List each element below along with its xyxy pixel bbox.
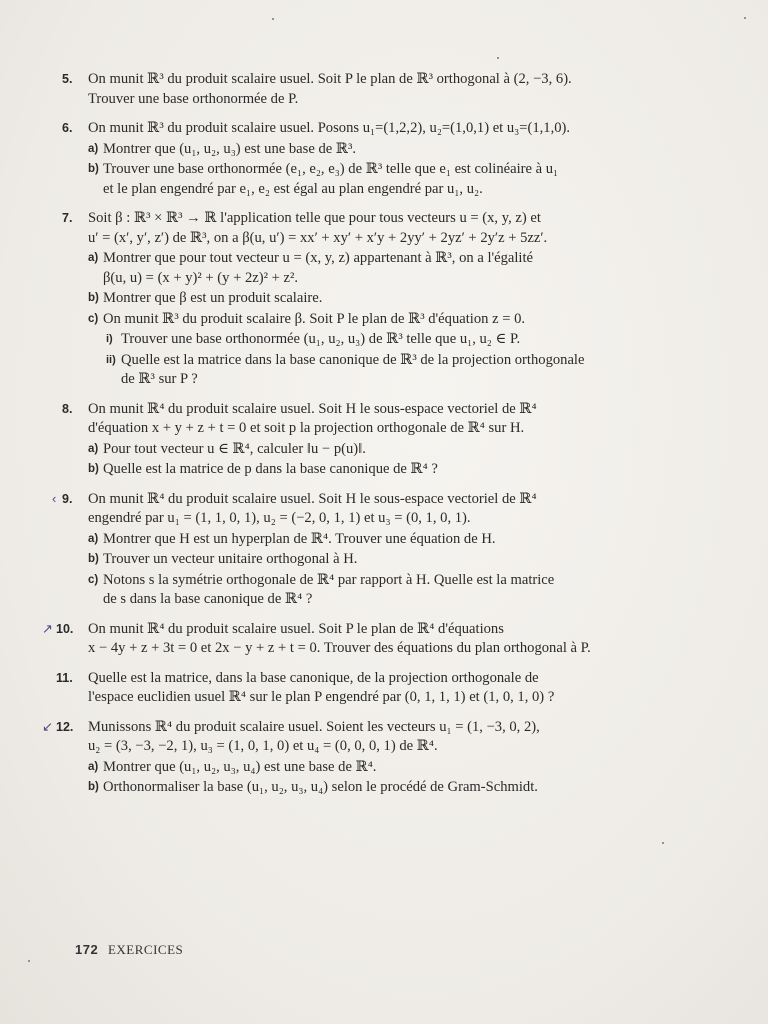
- subpart-letter: i): [106, 333, 113, 345]
- exercise-text: d'équation x + y + z + t = 0 et soit p la projection orthogonale de ℝ⁴ sur H.: [88, 420, 525, 436]
- exercise-8: [62, 400, 708, 480]
- subpart-text: de ℝ³ sur P ?: [121, 371, 198, 387]
- exercise-text: Munissons ℝ⁴ du produit scalaire usuel. Soient les vecteurs u₁ = (1, −3, 0, 2),: [88, 718, 540, 735]
- exercise-text: On munit ℝ⁴ du produit scalaire usuel. Soit P le plan de ℝ⁴ d'équations: [88, 620, 504, 637]
- pen-mark: ‹: [52, 490, 57, 506]
- exercise-text: On munit ℝ⁴ du produit scalaire usuel. Soit H le sous-espace vectoriel de ℝ⁴: [88, 400, 537, 417]
- exercise-part: [88, 289, 708, 309]
- exercise-text: On munit ℝ⁴ du produit scalaire usuel. Soit H le sous-espace vectoriel de ℝ⁴: [88, 490, 537, 507]
- exercise-number: 7.: [62, 211, 73, 225]
- part-text: Montrer que β est un produit scalaire.: [103, 290, 323, 306]
- part-letter: b): [88, 292, 99, 304]
- part-text: Trouver une base orthonormée (e₁, e₂, e₃) de ℝ³ telle que e₁ est colinéaire à u₁: [103, 161, 559, 177]
- part-letter: c): [88, 312, 99, 325]
- exercise-part: [88, 530, 708, 550]
- part-letter: b): [88, 163, 99, 175]
- exercise-part: [88, 758, 708, 778]
- exercise-text: Trouver une base orthonormée de P.: [88, 90, 299, 107]
- exercise-10: [42, 620, 708, 659]
- pen-mark: ↙: [42, 718, 53, 734]
- exercise-number: 12.: [56, 719, 74, 734]
- exercise-list: [0, 70, 768, 808]
- exercise-7: [62, 209, 708, 390]
- part-text: Orthonormaliser la base (u₁, u₂, u₃, u₄) selon le procédé de Gram-Schmidt.: [103, 779, 538, 795]
- paper-speck: [497, 57, 499, 59]
- exercise-number: 10.: [56, 621, 74, 636]
- pen-mark: ↗: [42, 620, 53, 636]
- exercise-text: Quelle est la matrice, dans la base canonique, de la projection orthogonale de: [88, 669, 539, 686]
- exercise-part: [88, 140, 708, 160]
- exercise-text: Soit β : ℝ³ × ℝ³ → ℝ l'application telle que pour tous vecteurs u = (x, y, z) et: [88, 210, 541, 226]
- part-text: Pour tout vecteur u ∈ ℝ⁴, calculer ‖u − p(u)‖.: [103, 440, 366, 457]
- part-letter: a): [88, 442, 99, 455]
- part-letter: b): [88, 463, 99, 475]
- exercise-text: u′ = (x′, y′, z′) de ℝ³, on a β(u, u′) = xx′ + xy′ + x′y + 2yy′ + 2yz′ + 2y′z + 5zz′.: [88, 229, 548, 246]
- exercise-12: [42, 718, 708, 798]
- part-letter: b): [88, 553, 99, 565]
- exercise-part: [88, 571, 708, 610]
- paper-speck: [744, 17, 746, 19]
- exercise-number: 9.: [62, 491, 73, 506]
- part-text: et le plan engendré par e₁, e₂ est égal au plan engendré par u₁, u₂.: [103, 180, 483, 197]
- part-letter: a): [88, 760, 99, 773]
- part-letter: c): [88, 573, 99, 586]
- exercise-number: 8.: [62, 401, 73, 416]
- exercise-number: 11.: [56, 670, 73, 685]
- paper-speck: [28, 960, 30, 962]
- part-text: Montrer que (u₁, u₂, u₃, u₄) est une base de ℝ⁴.: [103, 758, 377, 775]
- part-text: Montrer que pour tout vecteur u = (x, y, z) appartenant à ℝ³, on a l'égalité: [103, 250, 534, 266]
- exercise-text: x − 4y + z + 3t = 0 et 2x − y + z + t = 0. Trouver des équations du plan orthogonal à P.: [88, 640, 591, 656]
- exercise-part: [88, 160, 708, 199]
- part-text: Notons s la symétrie orthogonale de ℝ⁴ par rapport à H. Quelle est la matrice: [103, 571, 555, 588]
- exercise-text: On munit ℝ³ du produit scalaire usuel. Soit P le plan de ℝ³ orthogonal à (2, −3, 6).: [88, 71, 572, 87]
- exercise-11: [56, 669, 708, 708]
- exercise-part: [88, 778, 708, 798]
- exercise-part: [88, 249, 708, 288]
- paper-speck: [272, 18, 274, 20]
- exercise-text: l'espace euclidien usuel ℝ⁴ sur le plan P engendré par (0, 1, 1, 1) et (1, 0, 1, 0) ?: [88, 689, 555, 705]
- exercise-9: [52, 490, 708, 610]
- part-text: Quelle est la matrice de p dans la base canonique de ℝ⁴ ?: [103, 461, 438, 477]
- exercise-text: u₂ = (3, −3, −2, 1), u₃ = (1, 0, 1, 0) et u₄ = (0, 0, 0, 1) de ℝ⁴.: [88, 738, 438, 754]
- section-title: EXERCICES: [107, 942, 184, 957]
- exercise-number: 5.: [62, 72, 73, 86]
- exercise-part: [88, 550, 708, 570]
- exercise-part: [88, 310, 708, 330]
- part-text: Montrer que H est un hyperplan de ℝ⁴. Trouver une équation de H.: [103, 530, 496, 547]
- part-letter: a): [88, 142, 99, 155]
- exercise-6: [62, 119, 708, 199]
- part-text: β(u, u) = (x + y)² + (y + 2z)² + z².: [103, 269, 299, 286]
- part-letter: b): [88, 781, 99, 793]
- part-text: On munit ℝ³ du produit scalaire β. Soit P le plan de ℝ³ d'équation z = 0.: [103, 310, 526, 327]
- part-letter: a): [88, 252, 99, 264]
- paper-speck: [662, 842, 664, 844]
- exercise-5: [62, 70, 708, 109]
- exercise-part: [88, 460, 708, 480]
- exercise-part: [88, 440, 708, 460]
- subpart-text: Trouver une base orthonormée (u₁, u₂, u₃) de ℝ³ telle que u₁, u₂ ∈ P.: [121, 331, 521, 347]
- part-text: Trouver un vecteur unitaire orthogonal à H.: [103, 551, 358, 567]
- subpart-text: Quelle est la matrice dans la base canonique de ℝ³ de la projection orthogonale: [121, 351, 585, 368]
- page-number: 172: [75, 942, 99, 957]
- part-letter: a): [88, 532, 99, 545]
- page-footer: [75, 942, 183, 958]
- exercise-number: 6.: [62, 121, 73, 135]
- exercise-text: engendré par u₁ = (1, 1, 0, 1), u₂ = (−2, 0, 1, 1) et u₃ = (0, 1, 0, 1).: [88, 510, 471, 526]
- exercise-text: On munit ℝ³ du produit scalaire usuel. Posons u₁=(1,2,2), u₂=(1,0,1) et u₃=(1,1,0).: [88, 120, 571, 136]
- subpart-letter: ii): [106, 353, 116, 366]
- exercise-subpart: [88, 330, 708, 350]
- part-text: Montrer que (u₁, u₂, u₃) est une base de ℝ³.: [103, 140, 357, 157]
- exercise-subpart: [88, 351, 708, 390]
- part-text: de s dans la base canonique de ℝ⁴ ?: [103, 591, 313, 607]
